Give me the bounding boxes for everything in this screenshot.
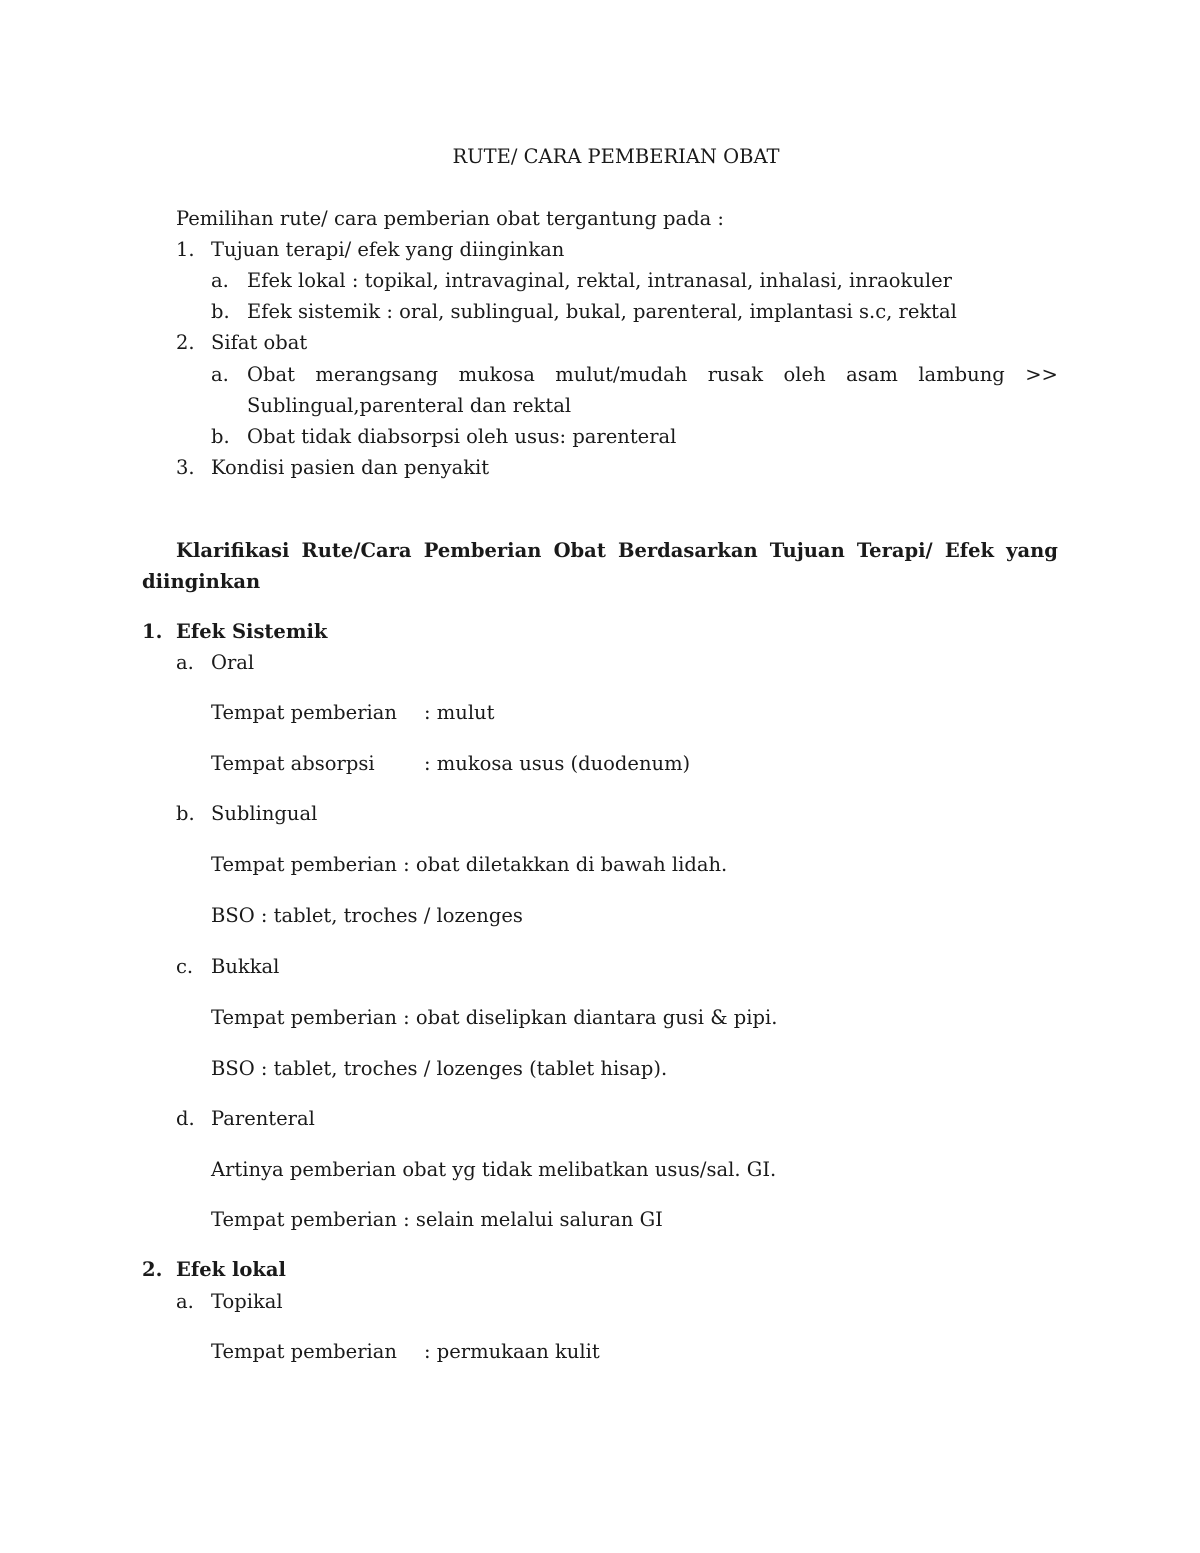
route-detail: BSO : tablet, troches / lozenges: [211, 904, 523, 927]
word: Pemberian: [423, 539, 542, 562]
sub-list-letter: b.: [176, 802, 195, 825]
sub-list-letter: b.: [211, 300, 230, 323]
word: Obat: [247, 363, 295, 386]
field-label: Tempat absorpsi: [211, 752, 375, 775]
route-detail: Tempat pemberian : selain melalui saluran GI: [211, 1208, 663, 1231]
word: merangsang: [315, 363, 439, 386]
sub-list-letter: b.: [211, 425, 230, 448]
route-detail: Artinya pemberian obat yg tidak melibatkan usus/sal. GI.: [211, 1158, 777, 1181]
list-item-text: Tujuan terapi/ efek yang diinginkan: [211, 238, 565, 261]
route-name: Bukkal: [211, 955, 280, 978]
word: yang: [1006, 539, 1058, 562]
route-name: Sublingual: [211, 802, 318, 825]
route-detail: BSO : tablet, troches / lozenges (tablet hisap).: [211, 1057, 668, 1080]
section-number: 1.: [142, 620, 163, 643]
section-title: Efek lokal: [176, 1258, 286, 1281]
page-title: RUTE/ CARA PEMBERIAN OBAT: [452, 145, 780, 168]
word: asam: [846, 363, 898, 386]
sub-list-letter: d.: [176, 1107, 195, 1130]
list-number: 3.: [176, 456, 195, 479]
section-heading: [176, 537, 1058, 565]
word: mulut/mudah: [555, 363, 688, 386]
list-number: 1.: [176, 238, 195, 261]
sub-list-item-continuation: Sublingual,parenteral dan rektal: [247, 394, 572, 417]
sub-list-letter: a.: [211, 269, 229, 292]
route-name: Topikal: [211, 1290, 283, 1313]
word: >>: [1025, 363, 1058, 386]
sub-list-item-text: Efek sistemik : oral, sublingual, bukal, parenteral, implantasi s.c, rektal: [247, 300, 957, 323]
route-detail: Tempat pemberian : obat diletakkan di bawah lidah.: [211, 853, 728, 876]
section-title: Efek Sistemik: [176, 620, 328, 643]
route-name: Parenteral: [211, 1107, 315, 1130]
word: mukosa: [458, 363, 535, 386]
word: rusak: [707, 363, 764, 386]
sub-list-item-text: Obat tidak diabsorpsi oleh usus: parenteral: [247, 425, 677, 448]
field-value: : mulut: [424, 701, 495, 724]
field-value: : permukaan kulit: [424, 1340, 600, 1363]
route-name: Oral: [211, 651, 255, 674]
word: Rute/Cara: [301, 539, 412, 562]
section-number: 2.: [142, 1258, 163, 1281]
word: Terapi/: [856, 539, 933, 562]
section-heading-continuation: diinginkan: [142, 570, 261, 593]
intro-text: Pemilihan rute/ cara pemberian obat tergantung pada :: [176, 207, 724, 230]
justified-line: [247, 361, 1058, 389]
word: Berdasarkan: [617, 539, 758, 562]
list-number: 2.: [176, 331, 195, 354]
route-detail: Tempat pemberian : obat diselipkan diantara gusi & pipi.: [211, 1006, 778, 1029]
sub-list-item-text: Efek lokal : topikal, intravaginal, rektal, intranasal, inhalasi, inraokuler: [247, 269, 952, 292]
field-label: Tempat pemberian: [211, 701, 397, 724]
sub-list-letter: a.: [176, 1290, 194, 1313]
list-item-text: Sifat obat: [211, 331, 308, 354]
word: Tujuan: [769, 539, 845, 562]
word: Obat: [553, 539, 606, 562]
field-label: Tempat pemberian: [211, 1340, 397, 1363]
sub-list-letter: a.: [176, 651, 194, 674]
word: Efek: [944, 539, 994, 562]
field-value: : mukosa usus (duodenum): [424, 752, 691, 775]
word: lambung: [918, 363, 1005, 386]
word: Klarifikasi: [176, 539, 290, 562]
word: oleh: [783, 363, 826, 386]
sub-list-letter: c.: [176, 955, 194, 978]
list-item-text: Kondisi pasien dan penyakit: [211, 456, 490, 479]
sub-list-letter: a.: [211, 363, 229, 386]
